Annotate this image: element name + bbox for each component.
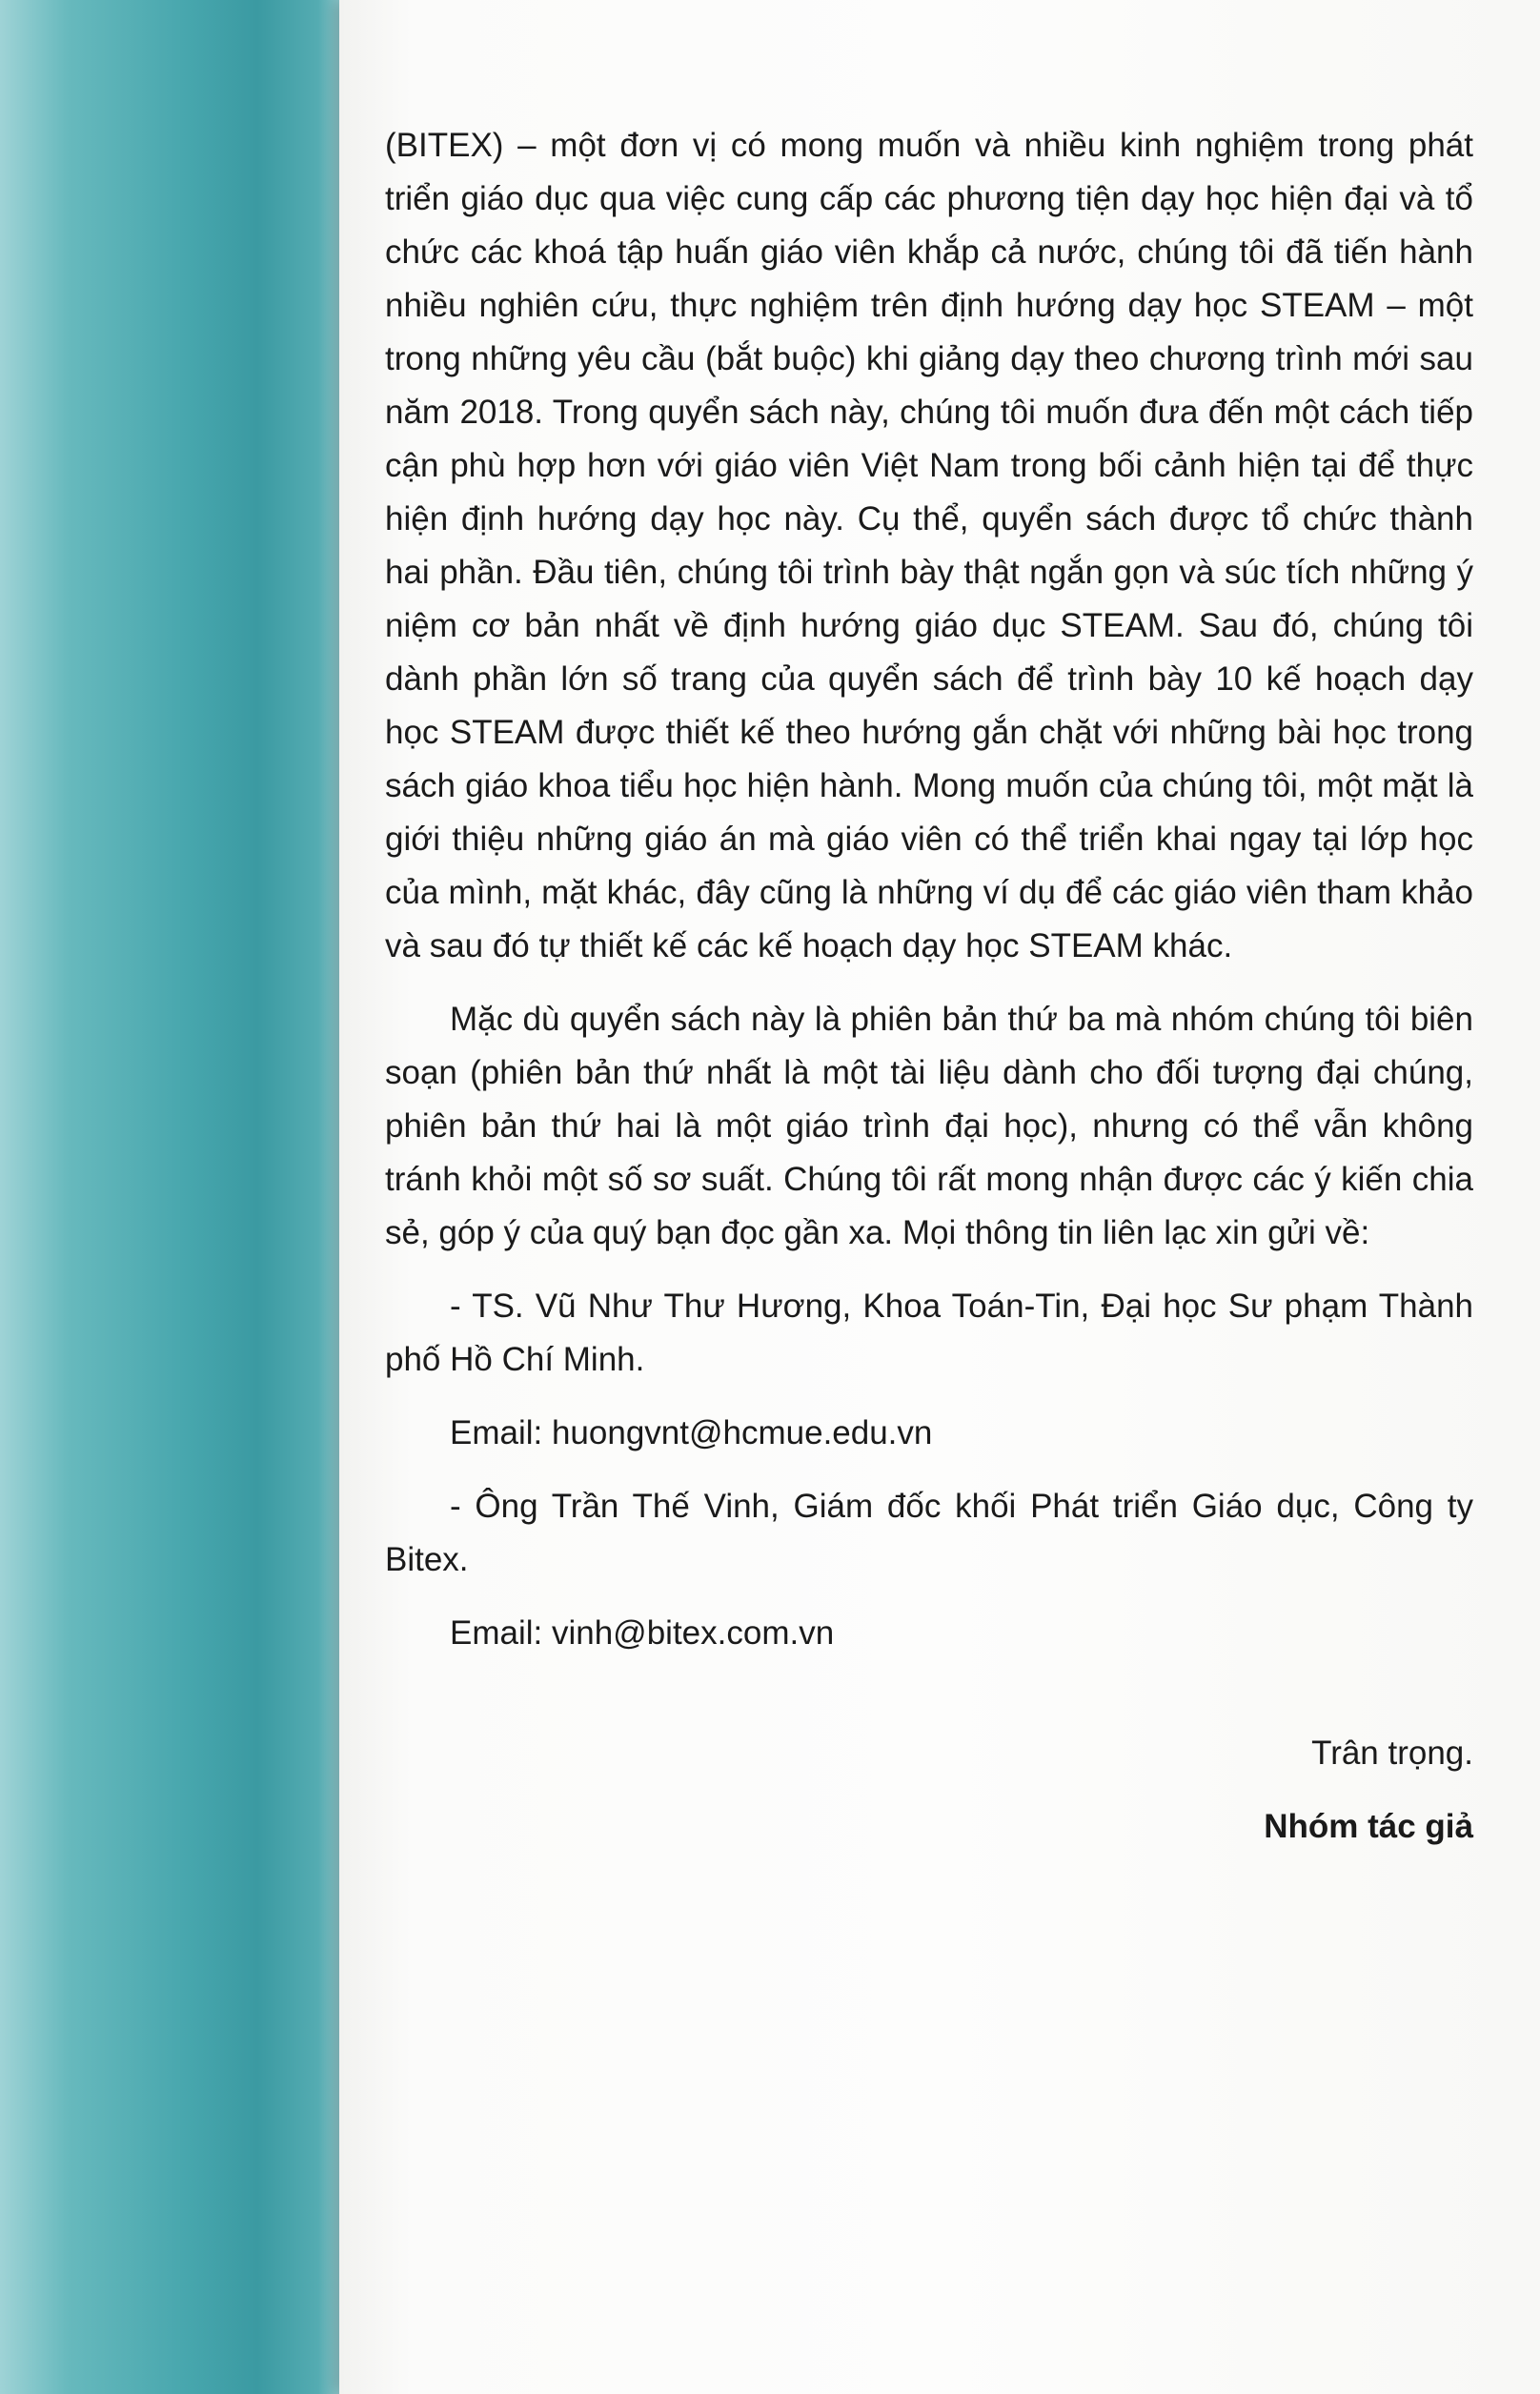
contact-2-name: - Ông Trần Thế Vinh, Giám đốc khối Phát triển Giáo dục, Công ty Bitex.	[385, 1488, 1473, 1578]
intro-paragraph: (BITEX) – một đơn vị có mong muốn và nhiều kinh nghiệm trong phát triển giáo dục qua việc cung cấp các phương tiện dạy học hiện đại và tổ chức các khoá tập huấn giáo viên khắp cả nước, chúng tôi đã tiến hành nhiều nghiên cứu, thực nghiệm trên định hướng dạy học STEAM – một trong những yêu cầu (bắt buộc) khi giảng dạy theo chương trình mới sau năm 2018. Trong quyển sách này, chúng tôi muốn đưa đến một cách tiếp cận phù hợp hơn với giáo viên Việt Nam trong bối cảnh hiện tại để thực hiện định hướng dạy học này. Cụ thể, quyển sách được tổ chức thành hai phần. Đầu tiên, chúng tôi trình bày thật ngắn gọn và súc tích những ý niệm cơ bản nhất về định hướng giáo dục STEAM. Sau đó, chúng tôi dành phần lớn số trang của quyển sách để trình bày 10 kế hoạch dạy học STEAM được thiết kế theo hướng gắn chặt với những bài học trong sách giáo khoa tiểu học hiện hành. Mong muốn của chúng tôi, một mặt là giới thiệu những giáo án mà giáo viên có thể triển khai ngay tại lớp học của mình, mặt khác, đây cũng là những ví dụ để các giáo viên tham khảo và sau đó tự thiết kế các kế hoạch dạy học STEAM khác.	[385, 127, 1473, 964]
page-text	[385, 119, 1473, 1854]
contact-2-email: Email: vinh@bitex.com.vn	[450, 1614, 835, 1652]
book-cover-edge	[0, 0, 343, 2394]
apology-paragraph: Mặc dù quyển sách này là phiên bản thứ ba mà nhóm chúng tôi biên soạn (phiên bản thứ nhất là một tài liệu dành cho đối tượng đại chúng, phiên bản thứ hai là một giáo trình đại học), nhưng có thể vẫn không tránh khỏi một số sơ suất. Chúng tôi rất mong nhận được các ý kiến chia sẻ, góp ý của quý bạn đọc gần xa. Mọi thông tin liên lạc xin gửi về:	[385, 1001, 1473, 1251]
book-page	[339, 0, 1540, 2394]
closing-block	[385, 1727, 1473, 1854]
closing-regards: Trân trọng.	[1311, 1735, 1473, 1772]
contact-1-email: Email: huongvnt@hcmue.edu.vn	[450, 1414, 933, 1451]
contact-1-name: - TS. Vũ Như Thư Hương, Khoa Toán-Tin, Đại học Sư phạm Thành phố Hồ Chí Minh.	[385, 1288, 1473, 1378]
closing-signature: Nhóm tác giả	[1264, 1808, 1473, 1845]
